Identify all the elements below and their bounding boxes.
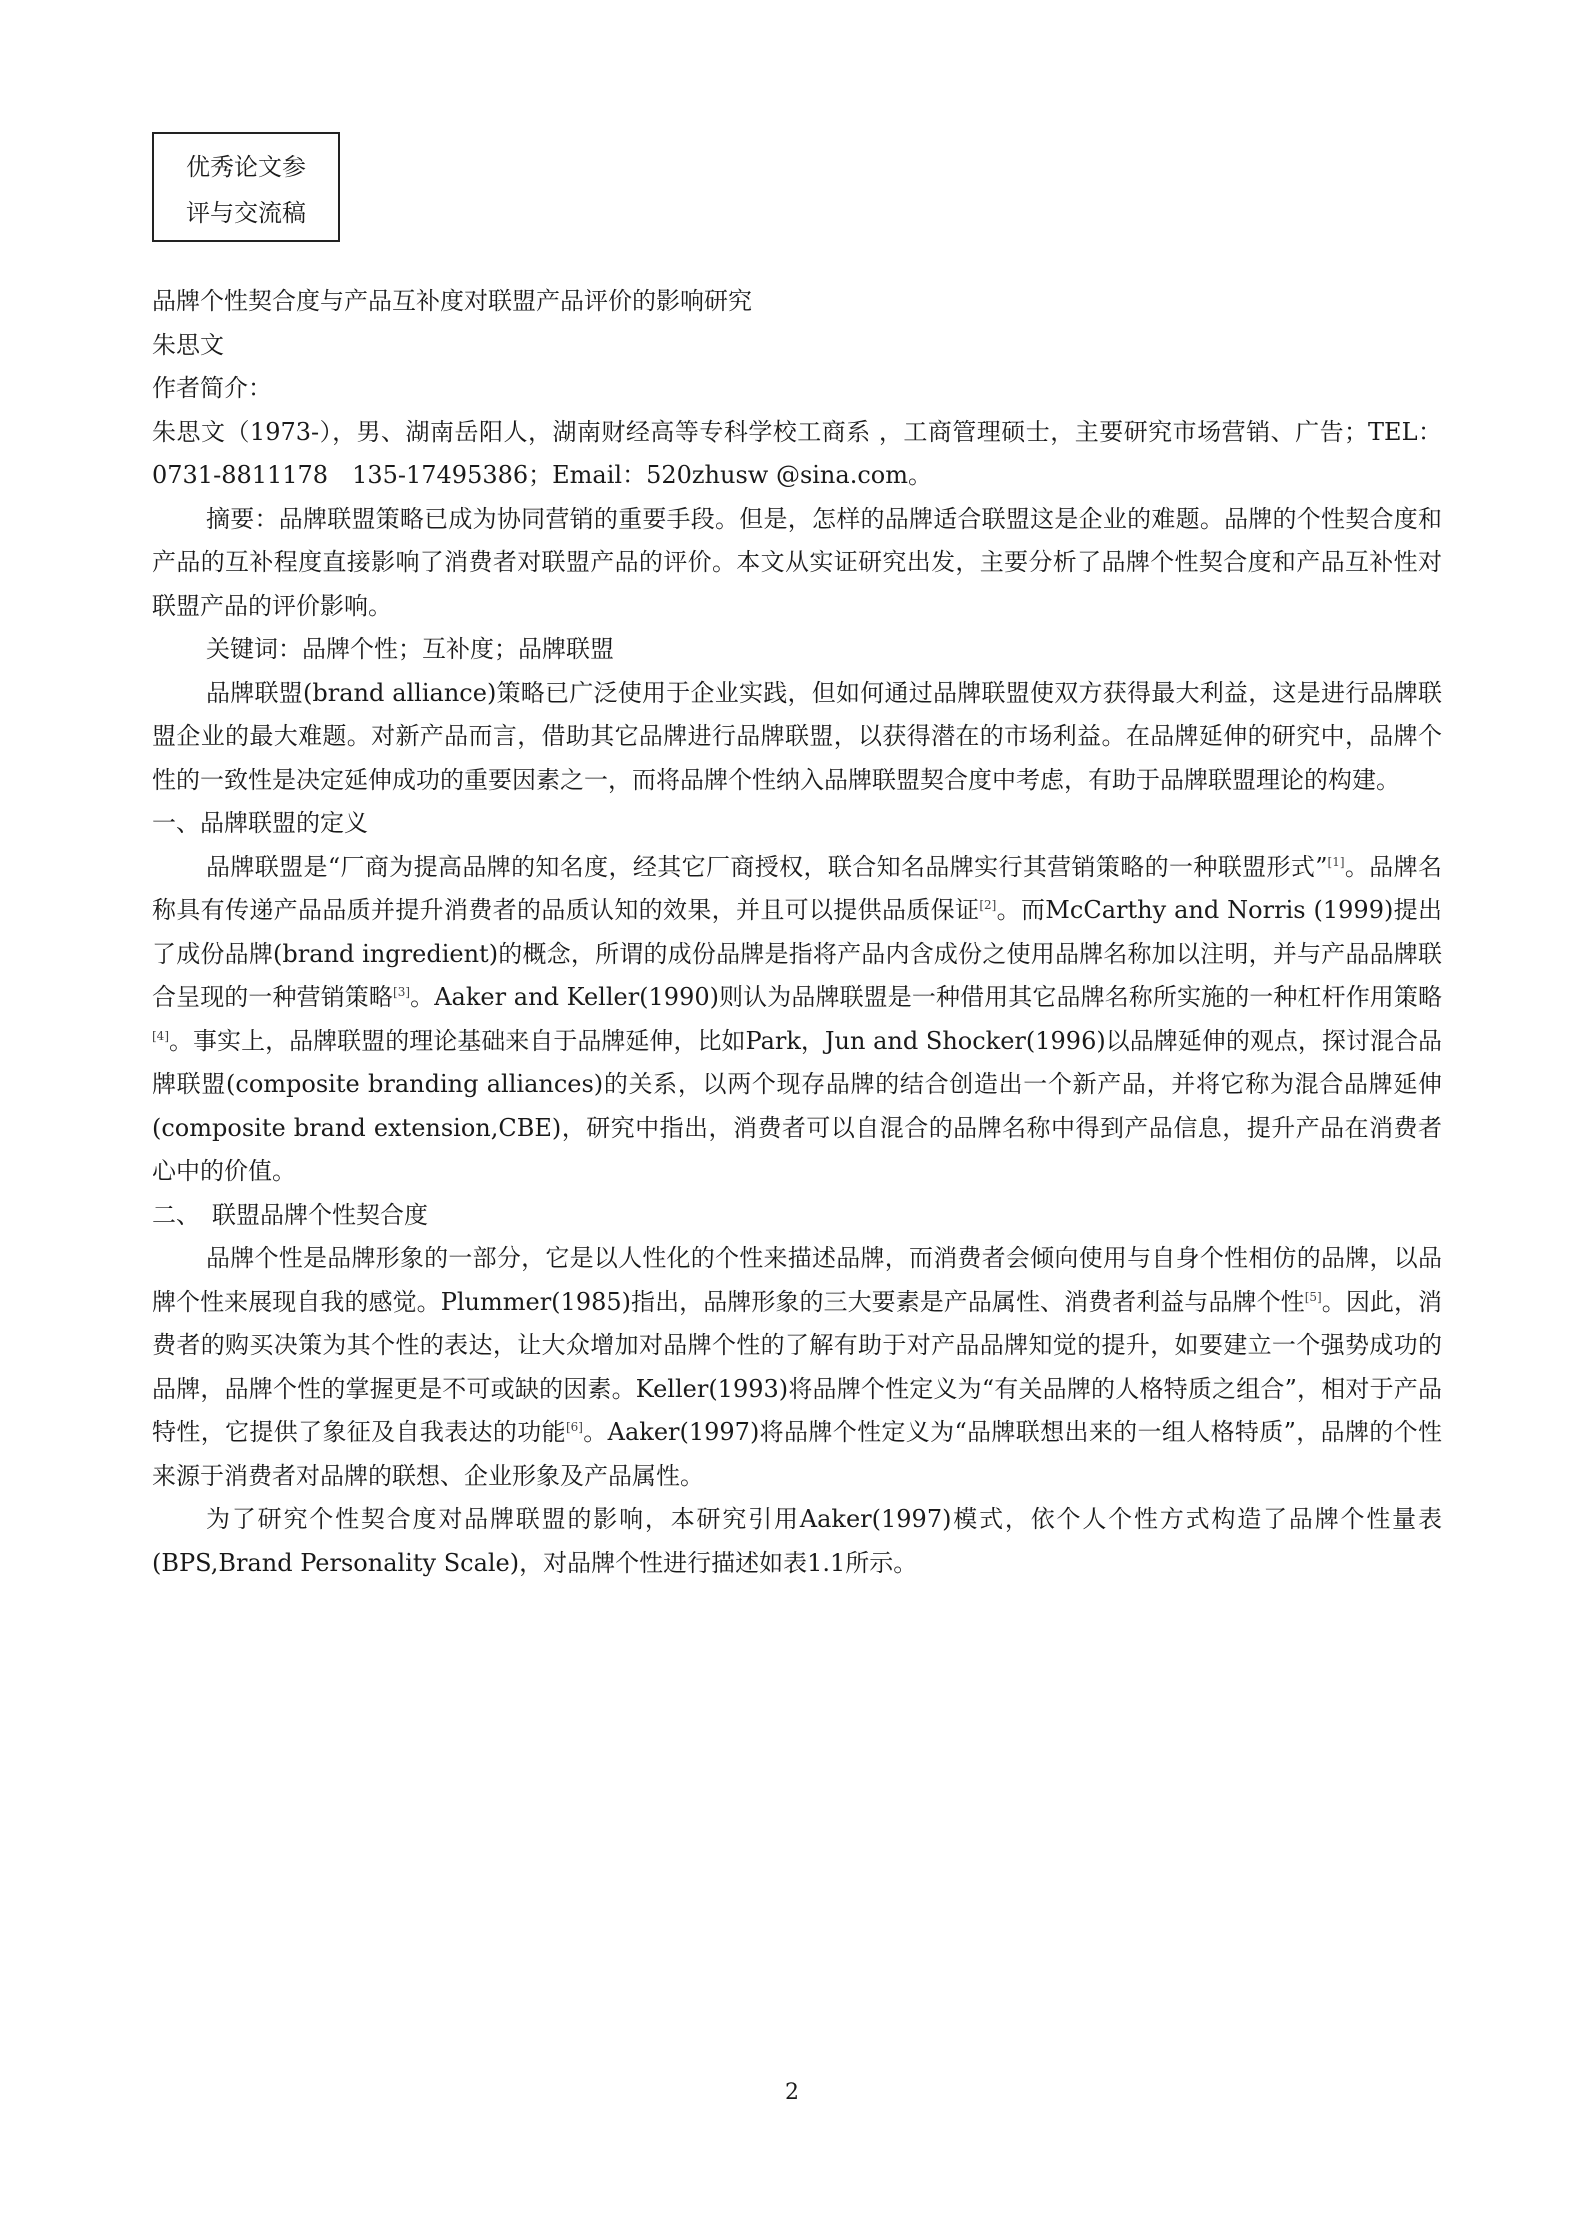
author-bio: 朱思文（1973-），男、湖南岳阳人，湖南财经高等专科学校工商系 ，工商管理硕士，主要研究市场营销、广告；TEL：0731-8811178 135-17495386；Email：520zhusw @sina.com。 xyxy=(152,417,1442,489)
badge-line-2: 评与交流稿 xyxy=(186,199,306,227)
text-run: 。Aaker(1997)将品牌个性定义为“品牌联想出来的一组人格特质”，品牌的个性来源于消费者对品牌的联想、企业形象及产品属性。 xyxy=(152,1418,1443,1490)
section-1-paragraph xyxy=(152,846,1442,1194)
text-run: 品牌联盟是“厂商为提高品牌的知名度，经其它厂商授权，联合知名品牌实行其营销策略的一种联盟形式” xyxy=(206,852,1328,881)
citation-ref: [5] xyxy=(1304,1289,1322,1304)
abstract: 摘要：品牌联盟策略已成为协同营销的重要手段。但是，怎样的品牌适合联盟这是企业的难题。品牌的个性契合度和产品的互补程度直接影响了消费者对联盟产品的评价。本文从实证研究出发，主要分析了品牌个性契合度和产品互补性对联盟产品的评价影响。 xyxy=(152,504,1442,620)
article-body xyxy=(152,280,1442,1585)
bio-label: 作者简介： xyxy=(152,374,272,402)
citation-ref: [6] xyxy=(565,1420,583,1434)
badge-line-1: 优秀论文参 xyxy=(186,153,306,181)
section-2-paragraph-1 xyxy=(152,1237,1442,1498)
text-run: 。而McCarthy and Norris (1999)提出了成份品牌(brand ingredient)的概念，所谓的成份品牌是指将产品内含成份之使用品牌名称加以注明，并与产品品牌联合呈现的一种营销策略 xyxy=(152,896,1443,1011)
citation-ref: [2] xyxy=(979,898,997,912)
page-number: 2 xyxy=(785,2080,799,2105)
section-2-paragraph-2: 为了研究个性契合度对品牌联盟的影响，本研究引用Aaker(1997)模式，依个人个性方式构造了品牌个性量表(BPS,Brand Personality Scale)，对品牌个性进行描述如表1.1所示。 xyxy=(152,1505,1442,1577)
text-run: 。品牌名称具有传递产品品质并提升消费者的品质认知的效果，并且可以提供品质保证 xyxy=(152,852,1442,924)
section-2-heading: 二、 联盟品牌个性契合度 xyxy=(152,1200,428,1229)
paper-title: 品牌个性契合度与产品互补度对联盟产品评价的影响研究 xyxy=(152,287,752,315)
text-run: 。Aaker and Keller(1990)则认为品牌联盟是一种借用其它品牌名称所实施的一种杠杆作用策略 xyxy=(410,983,1442,1011)
intro-paragraph: 品牌联盟(brand alliance)策略已广泛使用于企业实践，但如何通过品牌联盟使双方获得最大利益，这是进行品牌联盟企业的最大难题。对新产品而言，借助其它品牌进行品牌联盟，以获得潜在的市场利益。在品牌延伸的研究中，品牌个性的一致性是决定延伸成功的重要因素之一，而将品牌个性纳入品牌联盟契合度中考虑，有助于品牌联盟理论的构建。 xyxy=(152,678,1442,794)
citation-ref: [3] xyxy=(393,985,411,999)
text-run: 。事实上，品牌联盟的理论基础来自于品牌延伸，比如Park，Jun and Shocker(1996)以品牌延伸的观点，探讨混合品牌联盟(composite branding alliances)的关系，以两个现存品牌的结合创造出一个新产品，并将它称为混合品牌延伸(composite brand extension,CBE)，研究中指出，消费者可以自混合的品牌名称中得到产品信息，提升产品在消费者心中的价值。 xyxy=(152,1026,1442,1185)
author-name: 朱思文 xyxy=(152,330,224,359)
section-1-heading: 一、品牌联盟的定义 xyxy=(152,809,368,837)
citation-ref: [1] xyxy=(1327,854,1345,869)
text-run: 。因此，消费者的购买决策为其个性的表达，让大众增加对品牌个性的了解有助于对产品品牌知觉的提升，如要建立一个强势成功的品牌，品牌个性的掌握更是不可或缺的因素。Keller(1993)将品牌个性定义为“有关品牌的人格特质之组合”，相对于产品特性，它提供了象征及自我表达的功能 xyxy=(152,1287,1442,1446)
badge-box xyxy=(152,132,340,242)
text-run: 品牌个性是品牌形象的一部分，它是以人性化的个性来描述品牌，而消费者会倾向使用与自身个性相仿的品牌，以品牌个性来展现自我的感觉。Plummer(1985)指出，品牌形象的三大要素是产品属性、消费者利益与品牌个性 xyxy=(152,1244,1442,1316)
citation-ref: [4] xyxy=(152,1028,169,1043)
keywords: 关键词：品牌个性；互补度；品牌联盟 xyxy=(206,635,614,663)
